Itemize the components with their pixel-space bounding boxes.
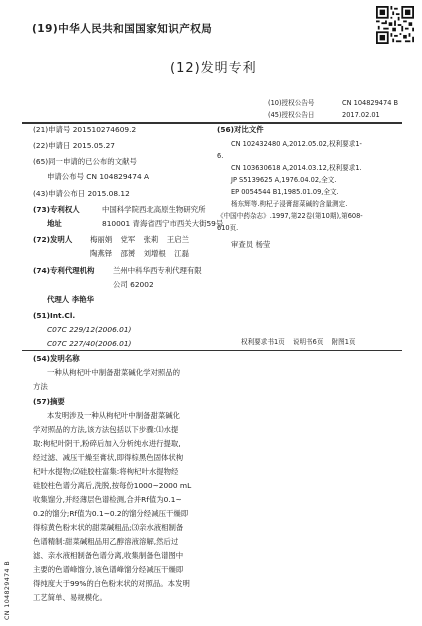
agency-line-2: 公司 62002 (113, 280, 154, 289)
agency-line-1: 兰州中科华西专利代理有限 (113, 266, 202, 275)
reference-item: 《中国中药杂志》.1997,第22卷(第10期),第608- (217, 212, 363, 220)
abstract-line: 得纯度大于99%的白色粉末状的对照品。本发明 (33, 579, 190, 588)
inventors-label: (72)发明人 (33, 235, 73, 244)
application-number: (21)申请号 201510274609.2 (33, 125, 137, 134)
abstract-line: 收集馏分,并经薄层色谱检测,合并Rf值为0.1~ (33, 495, 182, 504)
invention-title-label: (54)发明名称 (33, 354, 80, 363)
abstract-line: 学对照品的方法,该方法包括以下步骤:⑴水提 (33, 425, 179, 434)
pub-date-label: (45)授权公告日 (268, 111, 315, 119)
body-divider (22, 350, 402, 351)
reference-item: CN 102432480 A,2012.05.02,权利要求1- (231, 140, 362, 148)
pages-info: 权利要求书1页 说明书6页 附图1页 (241, 338, 356, 346)
abstract-line: 0.2的馏分;Rf值为0.1~0.2的馏分经减压干燥即 (33, 509, 189, 518)
prior-publication-title: (65)同一申请的已公布的文献号 (33, 157, 137, 166)
invention-title-line-1: 一种从枸杞叶中制备甜菜碱化学对照品的 (47, 368, 181, 377)
inventors-line-2: 陶燕铎 邵赟 刘增根 江磊 (90, 249, 189, 258)
application-date: (22)申请日 2015.05.27 (33, 141, 116, 150)
invention-title-line-2: 方法 (33, 382, 48, 391)
prior-publication-date: (43)申请公布日 2015.08.12 (33, 189, 130, 198)
reference-item: 610页. (217, 224, 239, 232)
inventors-line-1: 梅丽娟 党军 张莉 王启兰 (90, 235, 189, 244)
address-label: 地址 (47, 219, 62, 228)
agency-label: (74)专利代理机构 (33, 266, 95, 275)
reference-item: EP 0054544 B1,1985.01.09,全文. (231, 188, 339, 196)
reference-item: JP S5139625 A,1976.04.02,全文. (231, 176, 337, 184)
examiner: 审查员 杨莹 (231, 240, 271, 249)
abstract-line: 工艺简单、易规模化。 (33, 593, 107, 602)
intcl-label: (51)Int.Cl. (33, 311, 76, 320)
patentee-value: 中国科学院西北高原生物研究所 (102, 205, 206, 214)
prior-publication-number: 申请公布号 CN 104829474 A (47, 172, 150, 181)
intcl-code-2: C07C 227/40(2006.01) (47, 339, 132, 348)
abstract-label: (57)摘要 (33, 397, 65, 406)
abstract-line: 杞叶水提物;⑵硅胶柱富集:将枸杞叶水提物经 (33, 467, 179, 476)
abstract-line: 滤、亲水液相制备色谱分离,收集制备色谱图中 (33, 551, 184, 560)
abstract-line: 本发明涉及一种从枸杞叶中制备甜菜碱化 (47, 411, 181, 420)
qr-code-icon (376, 6, 414, 44)
references-label: (56)对比文件 (217, 125, 264, 134)
abstract-line: 经过滤、减压干燥至膏状,即得棕黑色固体状枸 (33, 453, 184, 462)
intcl-code-1: C07C 229/12(2006.01) (47, 325, 132, 334)
patent-office-name: (19)中华人民共和国国家知识产权局 (32, 23, 213, 35)
abstract-line: 得棕黄色粉末状的甜菜碱粗品;⑶亲水液相制备 (33, 523, 184, 532)
abstract-line: 色谱精制:甜菜碱粗品用乙醇溶液溶解,然后过 (33, 537, 179, 546)
reference-item: 杨东辉等.枸杞子浸膏甜菜碱的含量测定. (231, 200, 348, 208)
reference-item: CN 103630618 A,2014.03.12,权利要求1. (231, 164, 362, 172)
side-document-number: CN 104829474 B (4, 560, 11, 620)
patentee-label: (73)专利权人 (33, 205, 80, 214)
abstract-line: 硅胶柱色谱分离后,洗脱,按每份1000~2000 mL (33, 481, 192, 490)
document-type: (12)发明专利 (170, 61, 257, 76)
pub-no-value: CN 104829474 B (342, 99, 399, 107)
address-value: 810001 青海省西宁市西关大街59号 (102, 219, 224, 228)
abstract-line: 取:枸杞叶阴干,粉碎后加入分析纯水进行提取, (33, 439, 181, 448)
pub-date-value: 2017.02.01 (342, 111, 380, 119)
reference-item: 6. (217, 152, 224, 160)
abstract-line: 主要的色谱峰馏分,该色谱峰馏分经减压干燥即 (33, 565, 184, 574)
pub-no-label: (10)授权公告号 (268, 99, 315, 107)
agent: 代理人 李艳华 (47, 295, 94, 304)
